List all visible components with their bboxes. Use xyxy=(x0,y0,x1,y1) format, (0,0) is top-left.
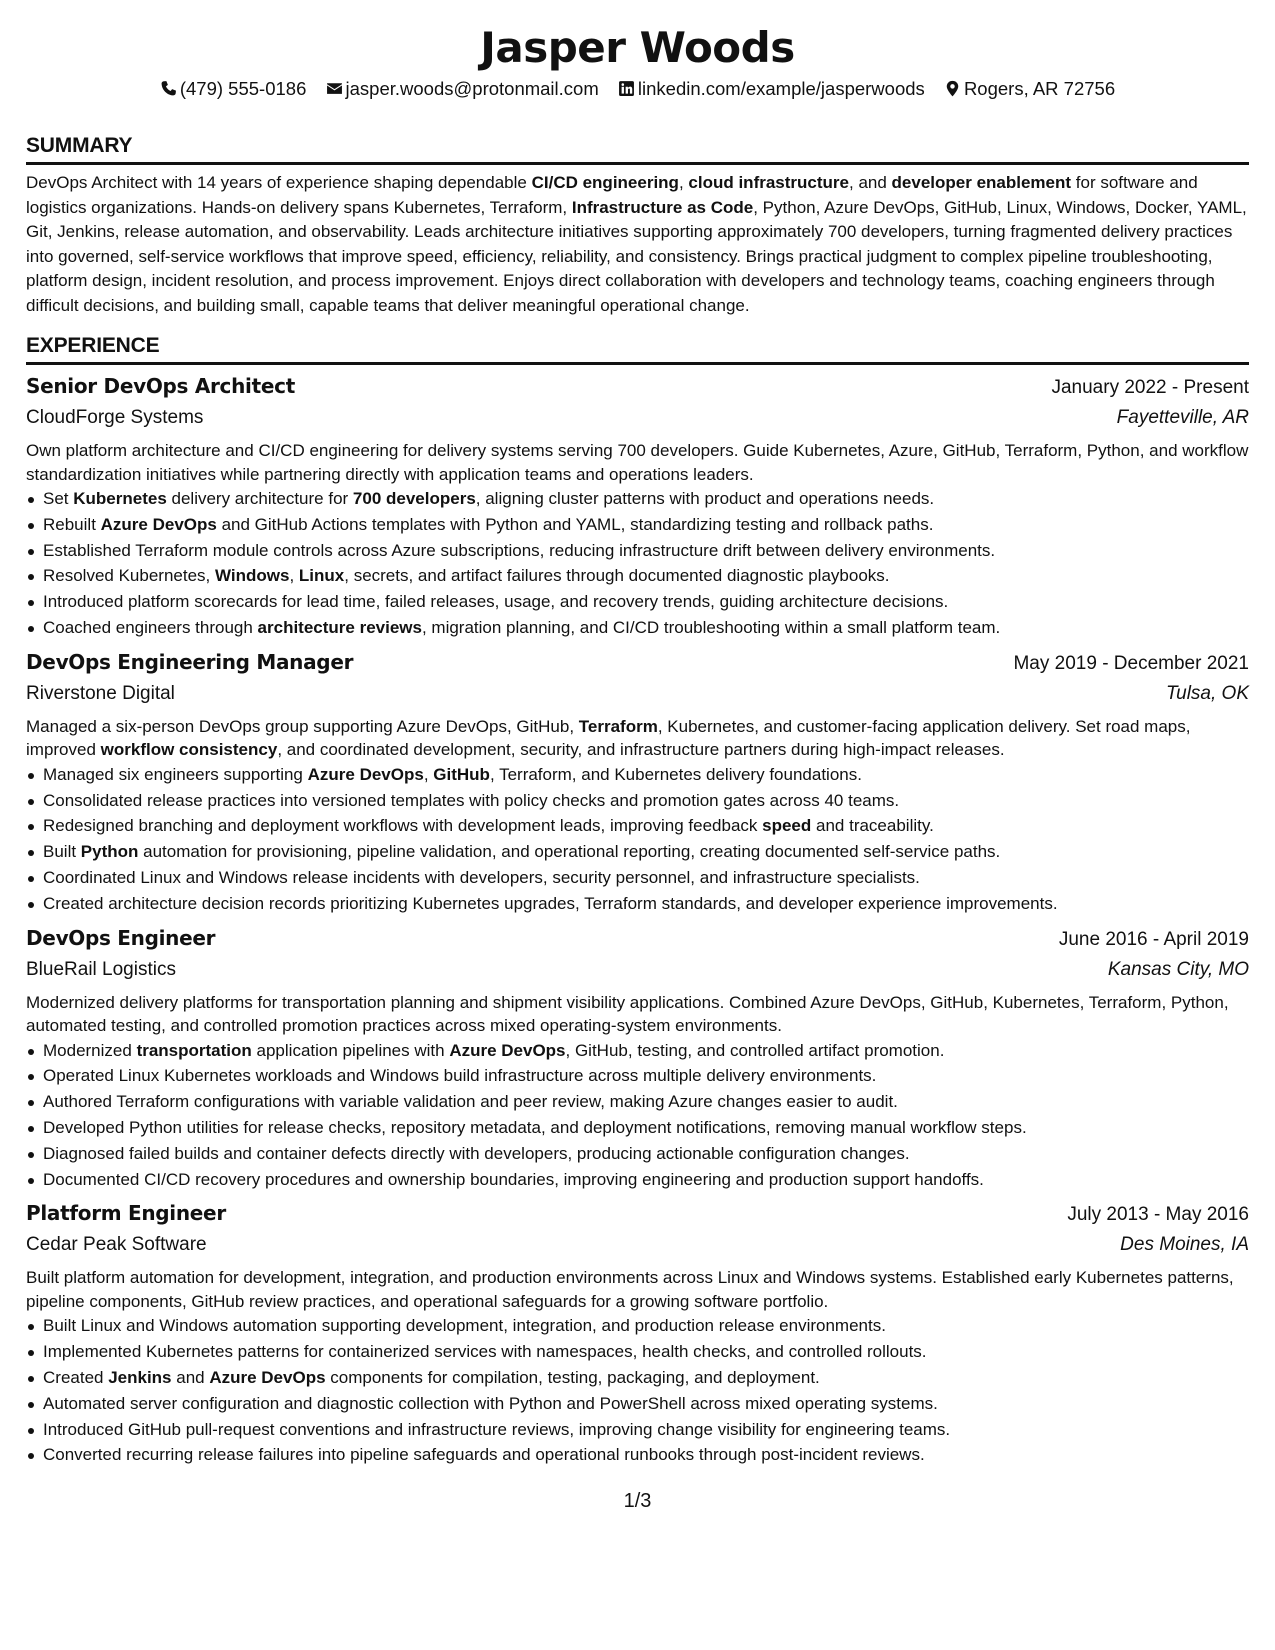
summary-heading: SUMMARY xyxy=(26,134,133,157)
bold-keyword: Azure DevOps xyxy=(100,514,217,534)
text-run: Built Linux and Windows automation supporting development, integration, and production release environments. xyxy=(43,1316,886,1336)
job-location: Des Moines, IA xyxy=(1120,1234,1249,1256)
text-run: Modernized delivery platforms for transportation planning and shipment visibility applications. Combined Azure DevOps, GitHub, Kubernetes, Terraform, Python, automated testing, and controlled promotion practices across mixed operating-system environments. xyxy=(26,992,1229,1036)
job-header xyxy=(26,647,1249,679)
job-description xyxy=(26,715,1249,762)
contact-phone xyxy=(160,76,307,102)
job-title: DevOps Engineer xyxy=(26,925,216,950)
bold-keyword: transportation xyxy=(136,1040,252,1060)
job-title: Senior DevOps Architect xyxy=(26,374,295,398)
text-run: Diagnosed failed builds and container defects directly with developers, producing actionable configuration changes. xyxy=(43,1143,910,1163)
text-run: Managed six engineers supporting xyxy=(43,764,308,784)
job-list xyxy=(26,371,1249,1468)
location-text: Rogers, AR 72756 xyxy=(963,78,1116,99)
list-item xyxy=(43,1442,1249,1468)
phone-icon xyxy=(160,80,177,97)
text-run: , xyxy=(423,764,434,784)
text-run: Implemented Kubernetes patterns for containerized services with namespaces, health checks, and controlled rollouts. xyxy=(43,1342,927,1362)
bold-keyword: Azure DevOps xyxy=(307,764,424,784)
list-item xyxy=(43,1038,1249,1064)
list-item xyxy=(43,1391,1249,1417)
achievement-list xyxy=(26,1038,1249,1193)
job-description xyxy=(26,439,1249,486)
text-run: , aligning cluster patterns with product and operations needs. xyxy=(475,489,935,508)
phone-text: (479) 555-0186 xyxy=(179,78,307,99)
text-run: delivery architecture for xyxy=(166,489,353,508)
linkedin-text[interactable]: linkedin.com/example/jasperwoods xyxy=(637,78,925,99)
bold-keyword: cloud infrastructure xyxy=(688,173,849,192)
company-name: Riverstone Digital xyxy=(26,682,175,704)
section-divider xyxy=(26,362,1249,365)
text-run: Documented CI/CD recovery procedures and ownership boundaries, improving engineering and production support handoffs. xyxy=(43,1169,984,1189)
list-item xyxy=(43,1365,1249,1391)
achievement-list xyxy=(26,1313,1249,1468)
text-run: for software and logistics organizations. Hands-on delivery spans Kubernetes, Terraform, xyxy=(26,173,1198,217)
job-entry xyxy=(26,647,1249,917)
text-run: Coordinated Linux and Windows release incidents with developers, security personnel, and infrastructure specialists. xyxy=(43,867,920,887)
experience-heading: EXPERIENCE xyxy=(26,334,160,357)
job-header xyxy=(26,923,1249,955)
text-run: Built xyxy=(43,842,81,862)
bold-keyword: speed xyxy=(762,816,812,836)
job-entry xyxy=(26,1198,1249,1468)
list-item xyxy=(43,1141,1249,1167)
text-run: , migration planning, and CI/CD troubleshooting within a small platform team. xyxy=(421,617,1001,637)
contact-linkedin[interactable] xyxy=(618,76,925,102)
text-run: Operated Linux Kubernetes workloads and Windows build infrastructure across multiple delivery environments. xyxy=(43,1066,877,1086)
job-description xyxy=(26,991,1249,1038)
list-item xyxy=(43,512,1249,538)
company-name: CloudForge Systems xyxy=(26,407,204,428)
job-header xyxy=(26,1198,1249,1230)
candidate-name: Jasper Woods xyxy=(480,23,795,72)
achievement-list xyxy=(26,486,1249,641)
list-item xyxy=(43,563,1249,589)
text-run: DevOps Architect with 14 years of experience shaping dependable xyxy=(26,173,532,192)
text-run: Developed Python utilities for release checks, repository metadata, and deployment notifications, removing manual workflow steps. xyxy=(43,1117,1027,1137)
text-run: application pipelines with xyxy=(251,1040,450,1060)
list-item xyxy=(43,891,1249,917)
text-run: and xyxy=(171,1367,210,1387)
achievement-list xyxy=(26,762,1249,917)
text-run: and traceability. xyxy=(811,816,934,836)
job-subheader xyxy=(26,403,1249,433)
bold-keyword: workflow consistency xyxy=(100,740,278,760)
bold-keyword: Python xyxy=(80,842,139,862)
text-run: , GitHub, testing, and controlled artifact promotion. xyxy=(565,1040,945,1060)
experience-section xyxy=(26,332,1249,1468)
list-item xyxy=(43,1417,1249,1443)
job-dates: June 2016 - April 2019 xyxy=(1058,928,1249,950)
list-item xyxy=(43,615,1249,641)
job-dates: May 2019 - December 2021 xyxy=(1013,652,1249,674)
text-run: Authored Terraform configurations with variable validation and peer review, making Azure changes easier to audit. xyxy=(43,1092,898,1112)
text-run: Coached engineers through xyxy=(43,617,258,637)
job-entry xyxy=(26,923,1249,1193)
text-run: Own platform architecture and CI/CD engineering for delivery systems serving 700 developers. Guide Kubernetes, Azure, GitHub, Terraform, Python, and workflow standardization initiatives while partnering directly with application teams and operations leaders. xyxy=(26,441,1249,484)
text-run: , and coordinated development, security, and infrastructure partners during high-impact releases. xyxy=(277,740,1005,760)
list-item xyxy=(43,486,1249,512)
list-item xyxy=(43,1339,1249,1365)
summary-section xyxy=(26,132,1249,318)
text-run: Resolved Kubernetes, xyxy=(43,566,215,586)
list-item xyxy=(43,865,1249,891)
text-run: Established Terraform module controls across Azure subscriptions, reducing infrastructure drift between delivery environments. xyxy=(43,540,996,560)
resume-page xyxy=(26,0,1249,1468)
bold-keyword: Terraform xyxy=(578,716,658,736)
text-run: , Kubernetes, and customer-facing application delivery. Set road maps, improved xyxy=(26,716,1191,760)
text-run: , xyxy=(289,566,299,586)
job-subheader xyxy=(26,1230,1249,1260)
text-run: Created xyxy=(43,1367,109,1387)
text-run: automation for provisioning, pipeline validation, and operational reporting, creating documented self-service paths. xyxy=(138,842,1001,862)
list-item xyxy=(43,1115,1249,1141)
text-run: Redesigned branching and deployment workflows with development leads, improving feedback xyxy=(43,816,763,836)
bold-keyword: Infrastructure as Code xyxy=(571,197,754,217)
bold-keyword: Linux xyxy=(298,566,345,586)
bold-keyword: Windows xyxy=(215,566,290,586)
text-run: , Terraform, and Kubernetes delivery foundations. xyxy=(489,764,862,784)
summary-text xyxy=(26,171,1249,318)
text-run: Set xyxy=(43,489,74,508)
list-item xyxy=(43,788,1249,814)
bold-keyword: Azure DevOps xyxy=(449,1040,566,1060)
email-text[interactable]: jasper.woods@protonmail.com xyxy=(345,78,599,99)
bold-keyword: developer enablement xyxy=(891,173,1072,192)
text-run: Introduced platform scorecards for lead time, failed releases, usage, and recovery trends, guiding architecture decisions. xyxy=(43,592,949,612)
bold-keyword: Azure DevOps xyxy=(209,1367,326,1387)
list-item xyxy=(43,538,1249,564)
text-run: Rebuilt xyxy=(43,514,101,534)
text-run: Automated server configuration and diagnostic collection with Python and PowerShell across mixed operating systems. xyxy=(43,1393,938,1413)
job-location: Fayetteville, AR xyxy=(1116,407,1249,428)
job-description xyxy=(26,1266,1249,1313)
contact-email[interactable] xyxy=(326,76,599,102)
text-run: , Python, Azure DevOps, GitHub, Linux, Windows, Docker, YAML, Git, Jenkins, release automation, and observability. Leads architecture initiatives supporting approximately 700 developers, turning fragmented delivery practices into governed, self-service workflows that improve speed, efficiency, reliability, and consistency. Brings practical judgment to complex pipeline troubleshooting, platform design, incident resolution, and process improvement. Enjoys direct collaboration with developers and technology teams, coaching engineers through difficult decisions, and building small, capable teams that deliver meaningful operational change. xyxy=(26,197,1247,315)
text-run: Built platform automation for development, integration, and production environments across Linux and Windows systems. Established early Kubernetes patterns, pipeline components, GitHub review practices, and operational safeguards for a growing software portfolio. xyxy=(26,1268,1234,1311)
contact-line xyxy=(26,76,1249,102)
page-number: 1/3 xyxy=(623,1490,652,1512)
list-item xyxy=(43,1089,1249,1115)
job-header xyxy=(26,371,1249,403)
text-run: Introduced GitHub pull-request conventions and infrastructure reviews, improving change visibility for engineering teams. xyxy=(43,1419,951,1439)
text-run: components for compilation, testing, packaging, and deployment. xyxy=(325,1367,820,1387)
bold-keyword: CI/CD engineering xyxy=(531,173,679,192)
company-name: Cedar Peak Software xyxy=(26,1234,207,1256)
job-location: Kansas City, MO xyxy=(1107,958,1249,980)
bold-keyword: architecture reviews xyxy=(257,617,422,637)
job-entry xyxy=(26,371,1249,641)
job-location: Tulsa, OK xyxy=(1165,682,1249,704)
text-run: , and xyxy=(849,173,892,192)
text-run: Converted recurring release failures into pipeline safeguards and operational runbooks through post-incident reviews. xyxy=(43,1445,925,1465)
job-title: Platform Engineer xyxy=(26,1201,226,1226)
job-title: DevOps Engineering Manager xyxy=(26,649,354,674)
list-item xyxy=(43,589,1249,615)
bold-keyword: Kubernetes xyxy=(73,489,167,508)
job-subheader xyxy=(26,955,1249,985)
list-item xyxy=(43,1063,1249,1089)
list-item xyxy=(43,1313,1249,1339)
company-name: BlueRail Logistics xyxy=(26,958,176,980)
map-marker-icon xyxy=(944,80,961,97)
job-dates: July 2013 - May 2016 xyxy=(1067,1204,1249,1226)
contact-location xyxy=(944,76,1115,102)
job-subheader xyxy=(26,679,1249,709)
envelope-icon xyxy=(326,80,343,97)
text-run: and GitHub Actions templates with Python and YAML, standardizing testing and rollback paths. xyxy=(216,514,934,534)
linkedin-icon xyxy=(618,80,635,97)
text-run: Created architecture decision records prioritizing Kubernetes upgrades, Terraform standards, and developer experience improvements. xyxy=(43,893,1058,913)
text-run: , xyxy=(678,173,689,192)
section-divider xyxy=(26,162,1249,165)
bold-keyword: Jenkins xyxy=(108,1367,172,1387)
text-run: Consolidated release practices into versioned templates with policy checks and promotion gates across 40 teams. xyxy=(43,790,900,810)
job-dates: January 2022 - Present xyxy=(1051,377,1249,398)
bold-keyword: GitHub xyxy=(433,764,490,784)
bold-keyword: 700 developers xyxy=(352,489,476,508)
list-item xyxy=(43,839,1249,865)
text-run: Managed a six-person DevOps group supporting Azure DevOps, GitHub, xyxy=(26,716,579,736)
list-item xyxy=(43,813,1249,839)
text-run: , secrets, and artifact failures through documented diagnostic playbooks. xyxy=(344,566,890,586)
list-item xyxy=(43,1167,1249,1193)
text-run: Modernized xyxy=(43,1040,137,1060)
list-item xyxy=(43,762,1249,788)
